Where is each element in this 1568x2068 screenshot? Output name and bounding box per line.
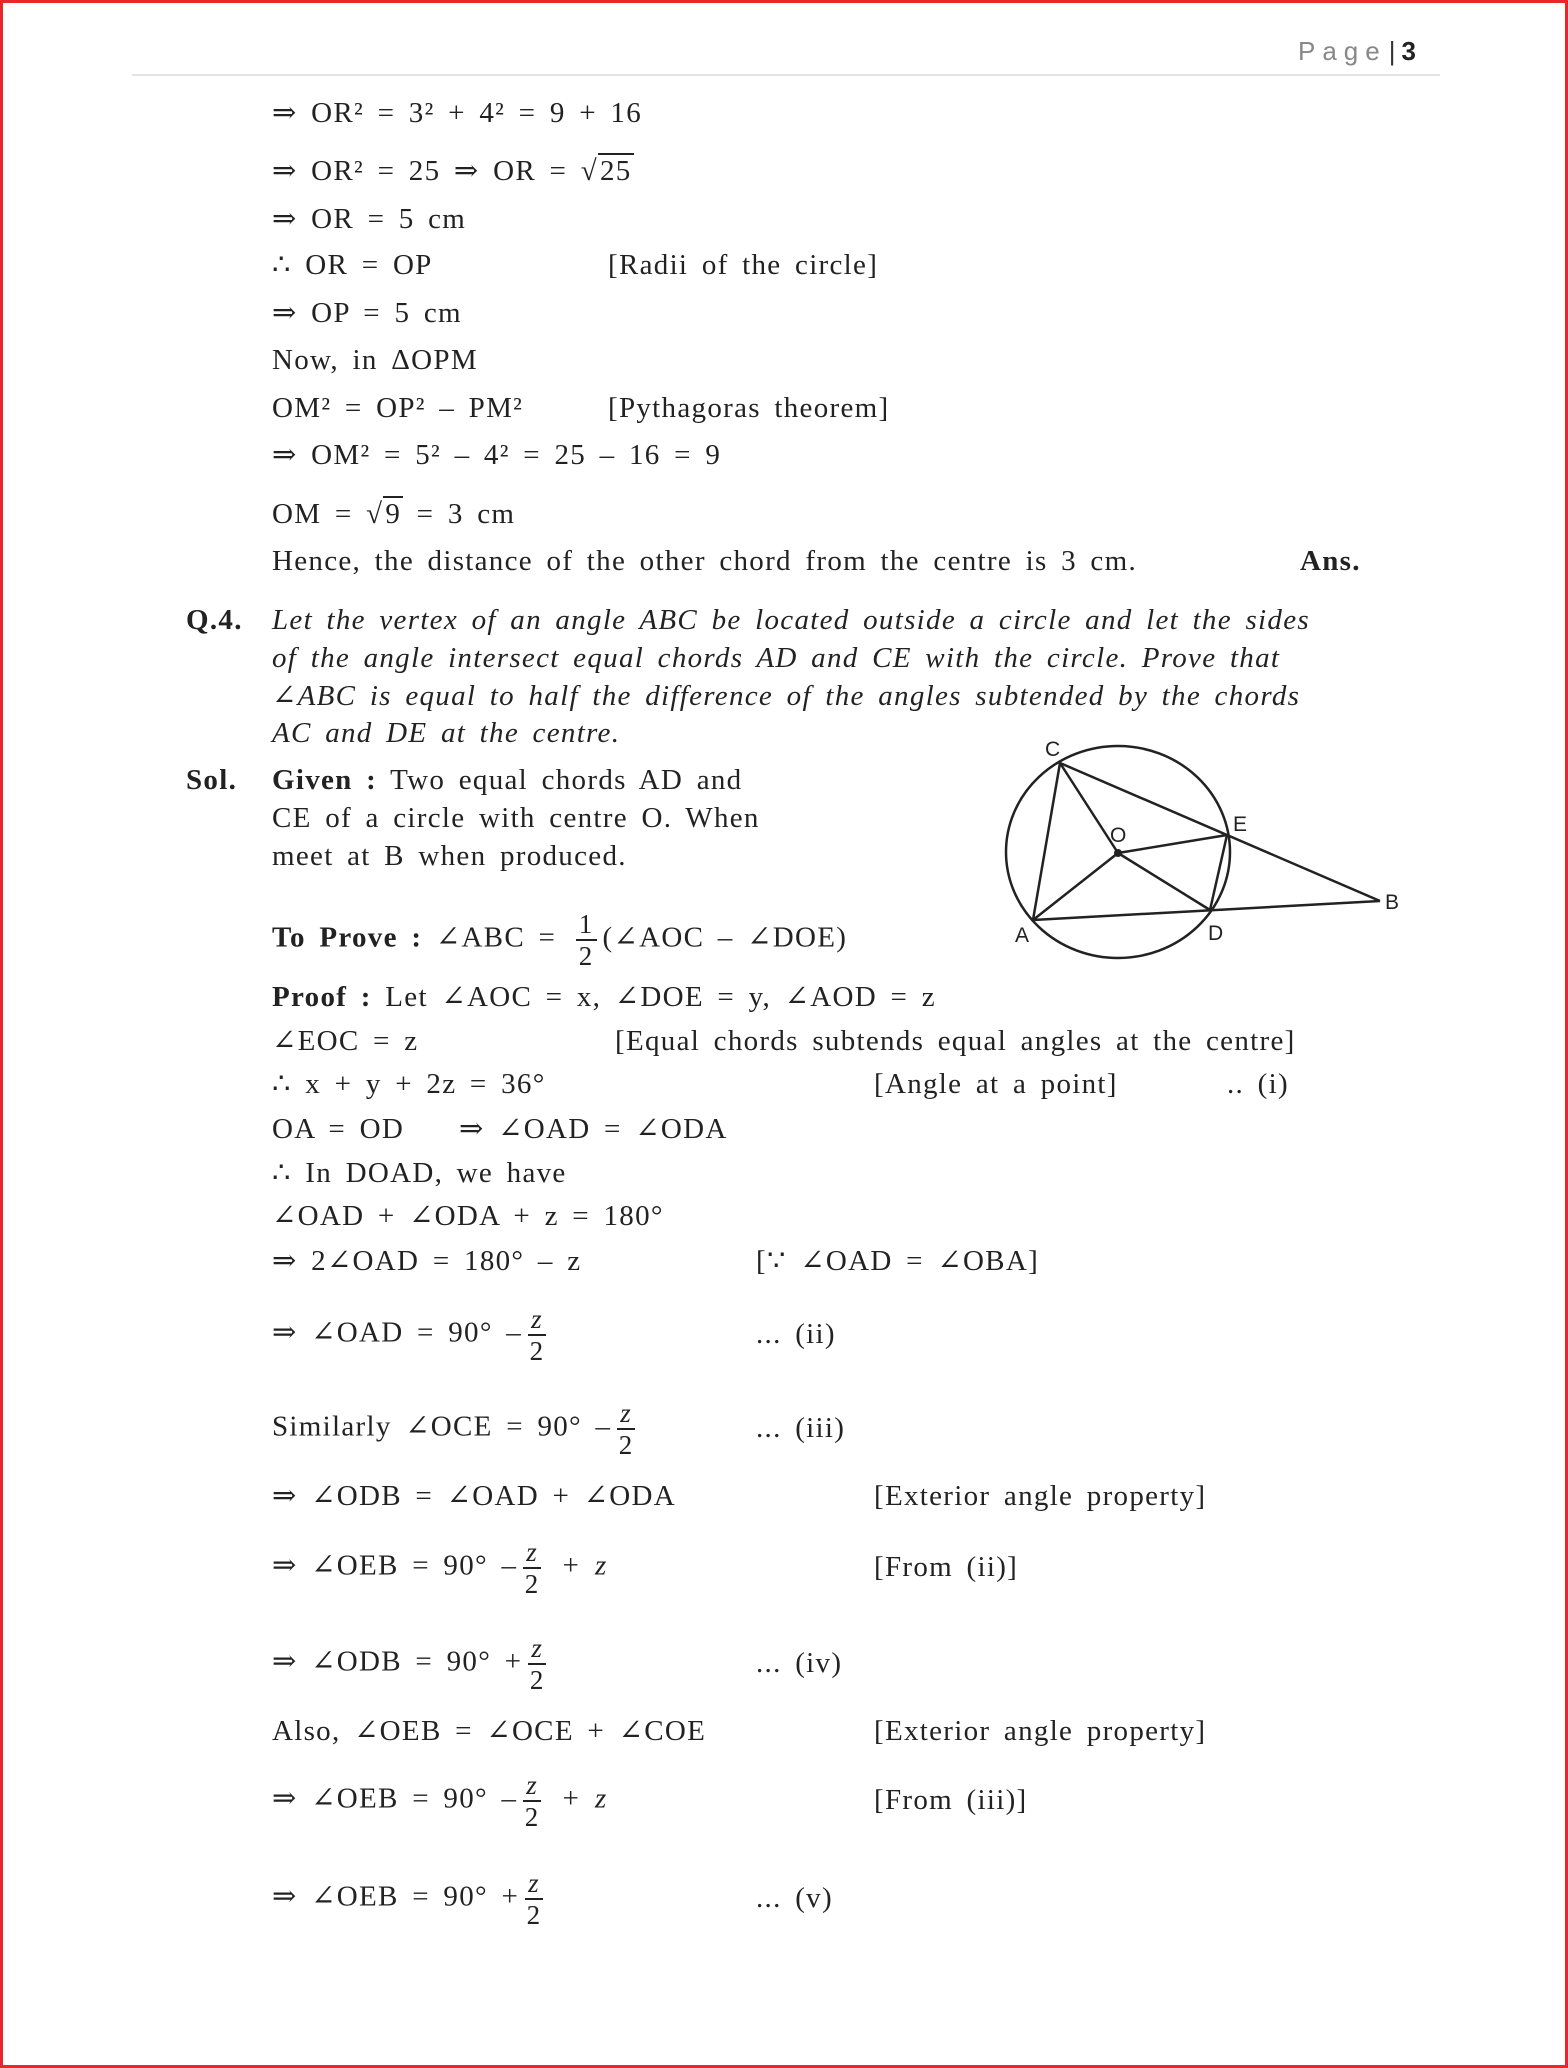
math-line: Now, in ΔOPM bbox=[272, 344, 478, 376]
label-e: E bbox=[1233, 813, 1248, 836]
numerator: z bbox=[617, 1398, 635, 1430]
numerator: z bbox=[523, 1537, 541, 1569]
math-line: ⇒ OR = 5 cm bbox=[272, 203, 467, 235]
reason-note: [Angle at a point] bbox=[874, 1068, 1118, 1100]
question-text: of the angle intersect equal chords AD and CE with the circle. Prove that bbox=[272, 642, 1281, 674]
header-rule bbox=[132, 74, 1440, 76]
math-line: ⇒ OR² = 3² + 4² = 9 + 16 bbox=[272, 97, 643, 129]
math-text: ∠ABC = bbox=[435, 921, 570, 954]
radicand: 9 bbox=[385, 498, 402, 530]
reason-note: [Pythagoras theorem] bbox=[608, 392, 890, 424]
numerator: z bbox=[528, 1304, 546, 1336]
given-text: CE of a circle with centre O. When bbox=[272, 802, 760, 834]
given-text: Two equal chords AD and bbox=[390, 764, 743, 796]
centre-point bbox=[1114, 849, 1122, 857]
denominator: 2 bbox=[529, 1665, 545, 1695]
math-text: = 3 cm bbox=[403, 498, 516, 530]
math-line: OM² = OP² – PM² bbox=[272, 392, 524, 424]
math-line: ∴ x + y + 2z = 36° bbox=[272, 1068, 546, 1100]
math-line bbox=[272, 153, 634, 189]
question-text: AC and DE at the centre. bbox=[272, 717, 621, 749]
math-text: Let ∠AOC = x, ∠DOE = y, ∠AOD = z bbox=[385, 981, 936, 1013]
radius-oe bbox=[1118, 835, 1227, 853]
numerator: z bbox=[528, 1633, 546, 1665]
math-text: ⇒ ∠OEB = 90° – bbox=[272, 1782, 518, 1815]
given-label: Given : bbox=[272, 764, 378, 796]
question-text: ∠ABC is equal to half the difference of the angles subtended by the chords bbox=[272, 680, 1301, 712]
numerator: z bbox=[525, 1868, 543, 1900]
to-prove-label: To Prove : bbox=[272, 921, 423, 954]
math-line bbox=[272, 1537, 608, 1599]
math-text: OM = bbox=[272, 498, 367, 530]
solution-label: Sol. bbox=[186, 764, 238, 796]
sqrt: √25 bbox=[580, 155, 632, 187]
given-text: meet at B when produced. bbox=[272, 840, 627, 872]
label-d: D bbox=[1208, 922, 1224, 945]
equation-tag: ... (v) bbox=[756, 1882, 833, 1914]
reason-note: [Exterior angle property] bbox=[874, 1715, 1207, 1747]
question-text: Let the vertex of an angle ABC be located outside a circle and let the sides bbox=[272, 604, 1310, 636]
line-cb bbox=[1060, 763, 1380, 901]
to-prove-line bbox=[272, 909, 847, 971]
math-line bbox=[272, 1868, 549, 1930]
reason-note: [Exterior angle property] bbox=[874, 1480, 1207, 1512]
reason-note: [∵ ∠OAD = ∠OBA] bbox=[756, 1245, 1040, 1277]
conclusion-line: Hence, the distance of the other chord from the centre is 3 cm. bbox=[272, 545, 1138, 577]
numerator: 1 bbox=[576, 909, 597, 941]
math-text: ⇒ ∠ODB = 90° + bbox=[272, 1645, 523, 1678]
fraction bbox=[523, 1770, 541, 1832]
radius-oa bbox=[1033, 853, 1118, 920]
math-text: ⇒ ∠OEB = 90° + bbox=[272, 1880, 520, 1913]
circle-diagram bbox=[990, 720, 1430, 980]
proof-line bbox=[272, 979, 936, 1015]
math-text: + z bbox=[560, 1782, 608, 1815]
math-line: ⇒ ∠ODB = ∠OAD + ∠ODA bbox=[272, 1480, 677, 1512]
math-line bbox=[272, 1770, 608, 1832]
math-text: ⇒ OR² = 25 ⇒ OR = bbox=[272, 155, 581, 187]
given-line bbox=[272, 762, 742, 798]
reason-note: [From (iii)] bbox=[874, 1784, 1028, 1816]
equation-tag: .. (i) bbox=[1227, 1068, 1289, 1100]
label-b: B bbox=[1385, 891, 1400, 914]
label-o: O bbox=[1110, 824, 1127, 847]
math-line: ⇒ OP = 5 cm bbox=[272, 297, 462, 329]
denominator: 2 bbox=[526, 1900, 542, 1930]
radius-od bbox=[1118, 853, 1210, 910]
equation-tag: ... (ii) bbox=[756, 1318, 836, 1350]
fraction bbox=[523, 1537, 541, 1599]
radicand: 25 bbox=[599, 155, 632, 187]
math-line bbox=[272, 1398, 641, 1460]
math-line: ∴ In DOAD, we have bbox=[272, 1157, 567, 1189]
math-line: ∠OAD + ∠ODA + z = 180° bbox=[272, 1200, 664, 1232]
denominator: 2 bbox=[529, 1336, 545, 1366]
math-line: ∠EOC = z bbox=[272, 1025, 419, 1057]
math-line bbox=[272, 1304, 552, 1366]
denominator: 2 bbox=[524, 1802, 540, 1832]
reason-note: [Radii of the circle] bbox=[608, 249, 879, 281]
equation-tag: ... (iv) bbox=[756, 1647, 843, 1679]
math-text: ⇒ ∠OAD = 90° – bbox=[272, 1316, 523, 1349]
chord-ac bbox=[1033, 763, 1060, 920]
equation-tag: ... (iii) bbox=[756, 1412, 846, 1444]
fraction bbox=[576, 909, 597, 971]
denominator: 2 bbox=[578, 941, 594, 971]
page-header bbox=[1298, 36, 1416, 67]
question-label: Q.4. bbox=[186, 604, 243, 636]
fraction bbox=[525, 1868, 543, 1930]
page-separator: | bbox=[1388, 36, 1396, 66]
math-line bbox=[272, 496, 515, 532]
math-text: (∠AOC – ∠DOE) bbox=[602, 921, 848, 954]
page-number: 3 bbox=[1401, 36, 1416, 66]
math-line: OA = OD bbox=[272, 1113, 405, 1145]
math-line: ⇒ OM² = 5² – 4² = 25 – 16 = 9 bbox=[272, 439, 722, 471]
math-text: Similarly ∠OCE = 90° – bbox=[272, 1410, 612, 1443]
proof-label: Proof : bbox=[272, 981, 372, 1013]
page-label: Page bbox=[1298, 36, 1387, 66]
math-line bbox=[272, 1633, 552, 1695]
label-c: C bbox=[1045, 738, 1061, 761]
denominator: 2 bbox=[524, 1569, 540, 1599]
answer-label: Ans. bbox=[1300, 545, 1361, 577]
numerator: z bbox=[523, 1770, 541, 1802]
label-a: A bbox=[1015, 924, 1030, 947]
math-line: Also, ∠OEB = ∠OCE + ∠COE bbox=[272, 1715, 707, 1747]
reason-note: [From (ii)] bbox=[874, 1551, 1019, 1583]
math-line: ⇒ 2∠OAD = 180° – z bbox=[272, 1245, 582, 1277]
math-line: ∴ OR = OP bbox=[272, 249, 433, 281]
math-text: + z bbox=[560, 1549, 608, 1582]
math-text: ⇒ ∠OEB = 90° – bbox=[272, 1549, 518, 1582]
fraction bbox=[528, 1633, 546, 1695]
math-line: ⇒ ∠OAD = ∠ODA bbox=[459, 1113, 728, 1145]
reason-note: [Equal chords subtends equal angles at the centre] bbox=[615, 1025, 1296, 1057]
denominator: 2 bbox=[618, 1430, 634, 1460]
fraction bbox=[617, 1398, 635, 1460]
fraction bbox=[528, 1304, 546, 1366]
sqrt: √9 bbox=[366, 498, 402, 530]
